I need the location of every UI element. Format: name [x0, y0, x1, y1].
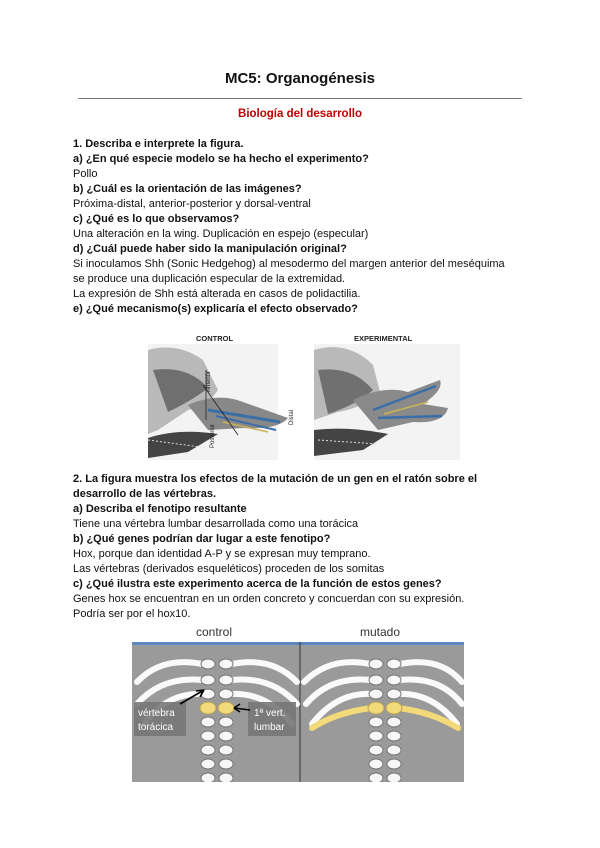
section1-question-e: e) ¿Qué mecanismo(s) explicaría el efecto observado? — [73, 303, 358, 315]
section1-question-b: b) ¿Cuál es la orientación de las imágenes? — [73, 183, 302, 195]
thoracic-label-line1: vértebra — [138, 708, 175, 719]
section1-question-d: d) ¿Cuál puede haber sido la manipulación original? — [73, 243, 347, 255]
section2-question-b: b) ¿Qué genes podrían dar lugar a este fenotipo? — [73, 533, 331, 545]
experimental-wing-image — [314, 344, 460, 460]
section2-answer-a: Tiene una vértebra lumbar desarrollada como una torácica — [73, 518, 359, 530]
distal-label: Distal — [289, 409, 295, 425]
section1-answer-d-line2: se produce una duplicación especular de la extremidad. — [73, 273, 346, 285]
vertebrae-mutant-label: mutado — [360, 625, 401, 639]
experimental-wing-label: EXPERIMENTAL — [354, 334, 413, 343]
section2-answer-b-line2: Las vértebras (derivados esqueléticos) proceden de los somitas — [73, 563, 385, 575]
title-divider — [78, 98, 522, 99]
section1-question-a: a) ¿En qué especie modelo se ha hecho el experimento? — [73, 153, 369, 165]
section2-question-a: a) Describa el fenotipo resultante — [73, 503, 247, 515]
control-wing-image — [148, 344, 288, 460]
page-subtitle: Biología del desarrollo — [238, 108, 362, 120]
section2-answer-b-line1: Hox, porque dan identidad A-P y se expresan muy temprano. — [73, 548, 371, 560]
section1-answer-d-line1: Si inoculamos Shh (Sonic Hedgehog) al mesodermo del margen anterior del meséquima — [73, 258, 505, 270]
section2-question-c: c) ¿Qué ilustra este experimento acerca de la función de estos genes? — [73, 578, 442, 590]
control-wing-label: CONTROL — [196, 334, 234, 343]
section1-question-c: c) ¿Qué es lo que observamos? — [73, 213, 240, 225]
anterior-label: Anterior — [206, 370, 212, 392]
section1-heading: 1. Describa e interprete la figura. — [73, 138, 244, 150]
section1-answer-c: Una alteración en la wing. Duplicación en espejo (especular) — [73, 228, 369, 240]
section2-heading-line1: 2. La figura muestra los efectos de la mutación de un gen en el ratón sobre el — [73, 473, 478, 485]
thoracic-label-line2: torácica — [138, 722, 174, 733]
section1-answer-a: Pollo — [73, 168, 98, 180]
section2-heading-line2: desarrollo de las vértebras. — [73, 488, 217, 500]
section2-answer-c-line2: Podría ser por el hox10. — [73, 608, 191, 620]
posterior-label: Posterior — [210, 423, 216, 448]
page-title: MC5: Organogénesis — [224, 70, 376, 87]
vertebrae-figure — [132, 642, 464, 782]
vertebrae-control-label: control — [196, 625, 233, 639]
wing-figure — [148, 330, 460, 462]
section2-answer-c-line1: Genes hox se encuentran en un orden concreto y concuerdan con su expresión. — [73, 593, 465, 605]
lumbar-label-line1: 1ª vert. — [254, 708, 286, 719]
section1-answer-d-line3: La expresión de Shh está alterada en casos de polidactilia. — [73, 288, 361, 300]
section1-answer-b: Próxima-distal, anterior-posterior y dorsal-ventral — [73, 198, 311, 210]
lumbar-label-line2: lumbar — [254, 722, 285, 733]
